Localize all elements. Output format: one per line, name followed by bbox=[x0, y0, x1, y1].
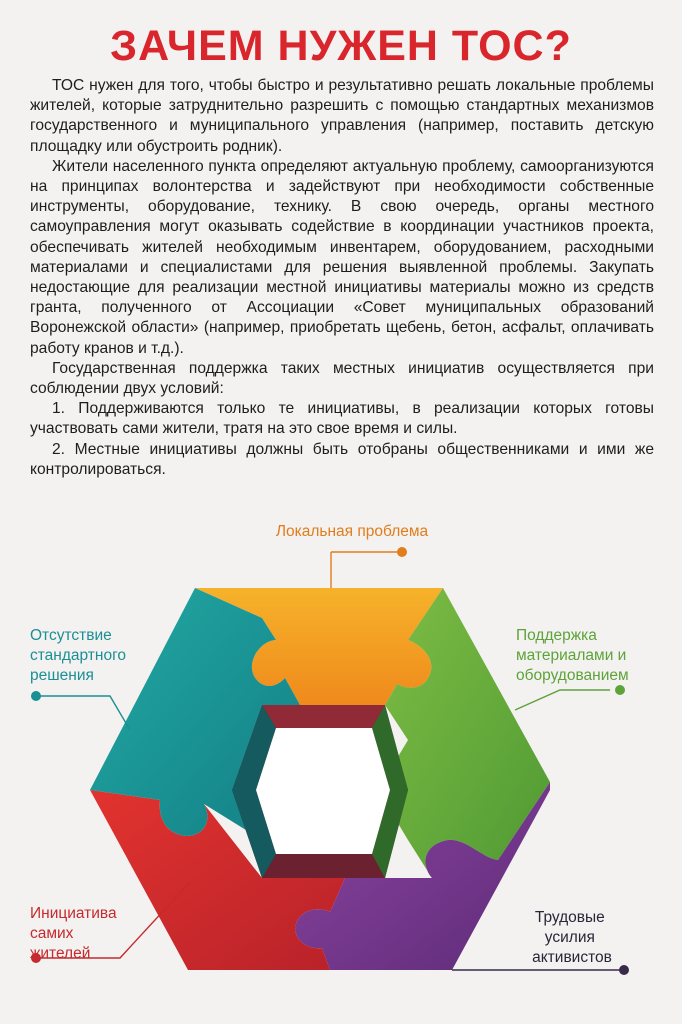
inner-ring-top bbox=[262, 705, 385, 728]
label-bottom-right-line-2: усилия bbox=[544, 929, 595, 946]
puzzle-hexagon-diagram bbox=[0, 500, 682, 1024]
label-top-right-line-3: оборудованием bbox=[516, 667, 629, 684]
paragraph-condition-1: 1. Поддерживаются только те инициативы, в реализации которых готовы участвовать сами жители, тратя на это свое время и силы. bbox=[30, 400, 654, 438]
label-top-right bbox=[516, 627, 631, 684]
label-top bbox=[276, 523, 429, 540]
label-bottom-right-line-3: активистов bbox=[532, 949, 612, 966]
label-top-left-line-3: решения bbox=[30, 667, 94, 684]
label-bottom-left-line-2: самих bbox=[30, 925, 74, 942]
label-top-right-line-2: материалами и bbox=[516, 647, 627, 664]
page-title: ЗАЧЕМ НУЖЕН ТОС? bbox=[110, 22, 572, 70]
paragraph-condition-2: 2. Местные инициативы должны быть отобраны общественниками и ими же контролироваться. bbox=[30, 440, 654, 478]
paragraph-intro: ТОС нужен для того, чтобы быстро и результативно решать локальные проблемы жителей, которые затруднительно разрешить с помощью стандартных механизмов государственного и муниципального управления (например, поставить детскую площадку или обустроить родник). bbox=[30, 77, 654, 155]
label-top-right-line-1: Поддержка bbox=[516, 627, 597, 644]
label-bottom-right bbox=[532, 909, 612, 966]
label-bottom-left-line-1: Инициатива bbox=[30, 905, 117, 922]
paragraph-support: Государственная поддержка таких местных инициатив осуществляется при соблюдении двух условий: bbox=[30, 359, 654, 398]
label-top-left bbox=[30, 627, 130, 684]
body-text bbox=[30, 76, 654, 480]
center-hexagon bbox=[256, 728, 390, 854]
paragraph-residents: Жители населенного пункта определяют актуальную проблему, самоорганизуются на принципах волонтерства и задействуют при необходимости собственные инструменты, оборудование, технику. В свою очередь, органы местного самоуправления могут оказывать содействие в координации участников проекта, обеспечивать жителей необходимым инвентарем, оборудованием, расходными материалами и специалистами для решения выявленной проблемы. Закупать недостающие для реализации местной инициативы материалы можно из средств гранта, полученного от Ассоциации «Совет муниципальных образований Воронежской области» (например, приобретать щебень, бетон, асфальт, оплачивать работу кранов и т.д.). bbox=[30, 157, 654, 357]
label-top-line-1: Локальная проблема bbox=[275, 523, 429, 540]
connector-top-left bbox=[40, 696, 130, 730]
connector-dot-top bbox=[397, 547, 407, 557]
label-top-left-line-2: стандартного bbox=[30, 647, 127, 664]
connector-dot-top-left bbox=[31, 691, 41, 701]
connector-dot-top-right bbox=[615, 685, 625, 695]
label-bottom-right-line-1: Трудовые bbox=[534, 909, 605, 926]
label-top-left-line-1: Отсутствие bbox=[30, 627, 112, 644]
label-bottom-left-line-3: жителей bbox=[30, 945, 91, 962]
label-bottom-left bbox=[30, 905, 121, 962]
connector-dot-bottom-right bbox=[619, 965, 629, 975]
connector-top-right bbox=[515, 690, 610, 710]
